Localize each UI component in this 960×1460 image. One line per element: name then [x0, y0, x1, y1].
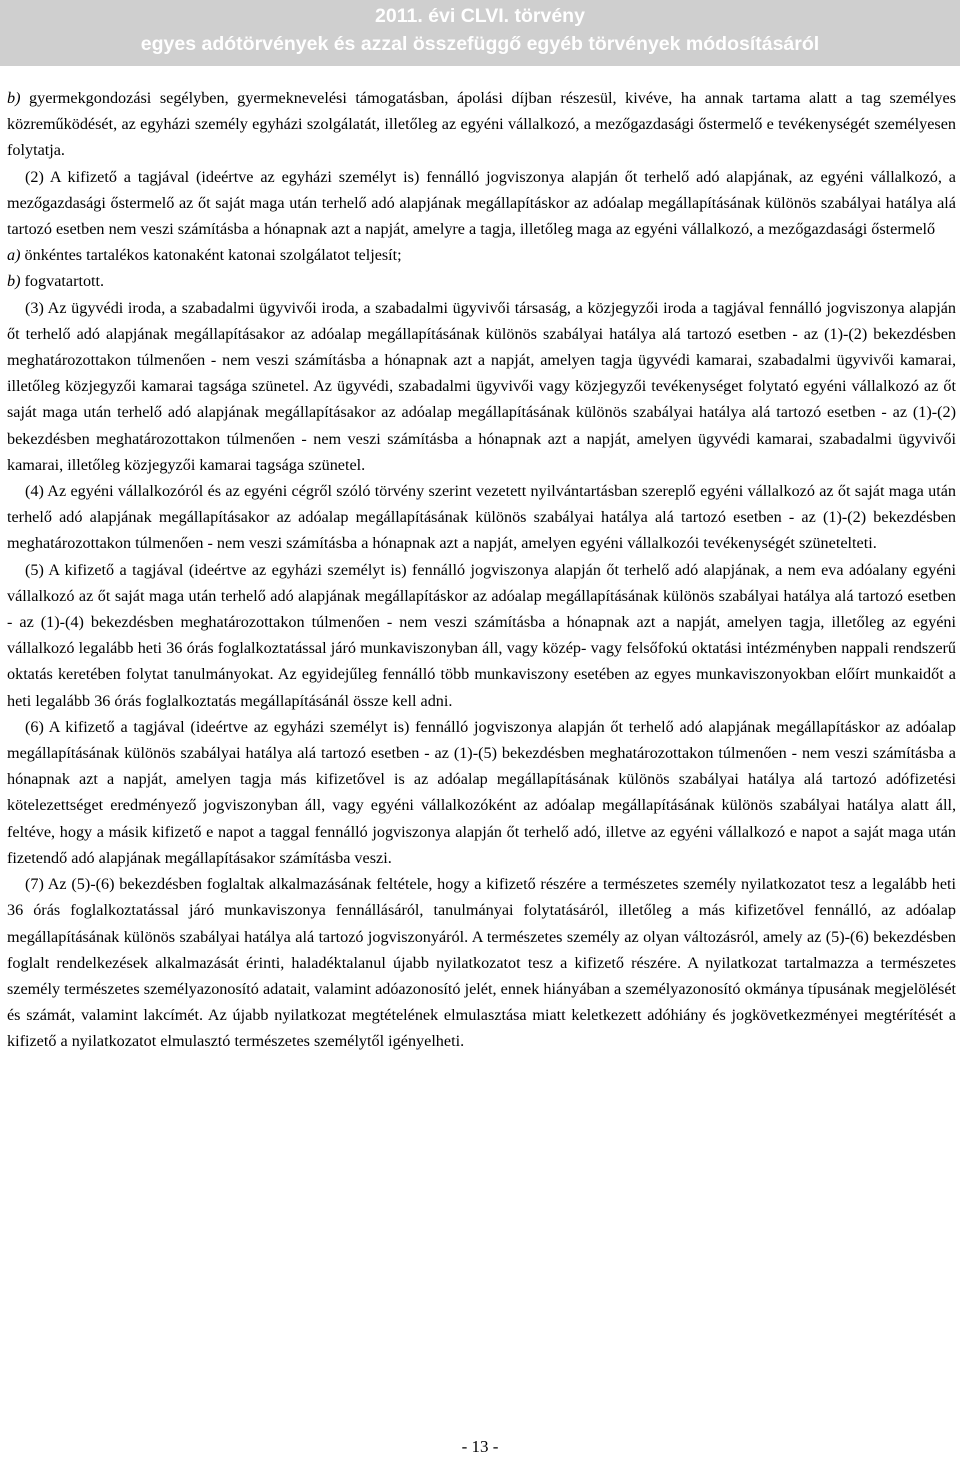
item-text: önkéntes tartalékos katonaként katonai szolgálatot teljesít; — [20, 246, 402, 265]
paragraph-3: (3) Az ügyvédi iroda, a szabadalmi ügyvivői iroda, a szabadalmi ügyvivői társaság, a közjegyzői iroda a tagjával fennálló jogviszonya alapján őt terhelő adó alapjának megállapításakor az adóalap megállapításának különös szabályai hatálya alá tartozó esetben - az (1)-(2) bekezdésben meghatározottakon túlmenően - nem veszi számításba a hónapnak azt a napját, amelyen tagja ügyvédi kamarai, szabadalmi ügyvivői kamarai, illetőleg közjegyzői kamarai tagsága szünetel. Az ügyvédi, szabadalmi ügyvivői vagy közjegyzői tevékenységet folytató egyéni vállalkozó az őt saját maga után terhelő adó alapjának megállapításakor az adóalap megállapításának különös szabályai hatálya alá tartozó esetben - az (1)-(2) bekezdésben meghatározottakon túlmenően - nem veszi számításba a hónapnak azt a napját, amelyen ügyvédi kamarai, szabadalmi ügyvivői kamarai, illetőleg közjegyzői kamarai tagsága szünetel. — [7, 298, 956, 474]
paragraph-4: (4) Az egyéni vállalkozóról és az egyéni cégről szóló törvény szerint vezetett nyilvántartásban szereplő egyéni vállalkozó az őt saját maga után terhelő adó alapjának megállapításakor az adóalap megállapításának különös szabályai hatálya alá tartozó esetben - az (1)-(2) bekezdésben meghatározottakon túlmenően - nem veszi számításba a hónapnak azt a napját, amelyen egyéni vállalkozói tevékenységét szünetelteti. — [7, 482, 956, 553]
paragraph-b — [7, 85, 956, 164]
paragraph-text: gyermekgondozási segélyben, gyermeknevelési támogatásban, ápolási díjban részesül, kivéve, ha annak tartama alatt a tag személyes közreműködését, az egyházi személy egyházi szolgálatát, illetőleg az egyéni vállalkozó, a mezőgazdasági őstermelő e tevékenységét személyesen folytatja. — [7, 89, 956, 160]
paragraph-7: (7) Az (5)-(6) bekezdésben foglaltak alkalmazásának feltétele, hogy a kifizető részére a természetes személy nyilatkozatot tesz a legalább heti 36 órás foglalkoztatással járó munkaviszonya fennállásáról, tanulmányai folytatásáról, illetőleg a más kifizetővel fennálló, az adóalap megállapításának különös szabályai hatálya alá tartozó jogviszonyáról. A természetes személy az olyan változásról, amely az (5)-(6) bekezdésben foglalt rendelkezések alkalmazását érinti, haladéktalanul újabb nyilatkozatot tesz a kifizető részére. A nyilatkozat tartalmazza a természetes személy természetes személyazonosító adatait, valamint adóazonosító jelét, ennek hiányában a személyazonosító okmánya típusának megjelölését és számát, valamint lakcímét. Az újabb nyilatkozat megtételének elmulasztása miatt keletkezett adóhiány és jogkövetkezményei megtérítését a kifizető a nyilatkozatot elmulasztó természetes személytől igényelheti. — [7, 875, 956, 1051]
paragraph-5: (5) A kifizető a tagjával (ideértve az egyházi személyt is) fennálló jogviszonya alapján őt terhelő adó alapjának, a nem eva adóalany egyéni vállalkozó az őt saját maga után terhelő adó alapjának megállapításkor az adóalap megállapításának különös szabályai hatálya alá tartozó esetben - az (1)-(4) bekezdésben meghatározottakon túlmenően - nem veszi számításba a hónapnak azt a napját, amelyen tagja, illetőleg az egyéni vállalkozó legalább heti 36 órás foglalkoztatással járó munkaviszonyban áll, vagy közép- vagy felsőfokú oktatási intézményben nappali rendszerű oktatás keretében folytat tanulmányokat. Az egyidejűleg fennálló több munkaviszony esetében az egyes munkaviszonyokban előírt munkaidőt a heti legalább 36 órás foglalkoztatás megállapításánál össze kell adni. — [7, 560, 956, 710]
law-title: 2011. évi CLVI. törvény — [375, 5, 585, 27]
list-item-a — [7, 242, 956, 268]
item-letter: b) — [7, 89, 21, 107]
item-letter: a) — [7, 246, 21, 265]
item-letter: b) — [7, 272, 21, 291]
paragraph-6: (6) A kifizető a tagjával (ideértve az egyházi személyt is) fennálló jogviszonya alapján őt terhelő adó alapjának megállapításkor az adóalap megállapításának különös szabályai hatálya alá tartozó esetben - az (1)-(5) bekezdésben meghatározottakon túlmenően - nem veszi számításba a hónapnak azt a napját, amelyen tagja más kifizetővel is az adóalap megállapításának különös szabályai hatálya alá tartozó adófizetési kötelezettséget eredményező jogviszonyban áll, vagy egyéni vállalkozóként az adóalap megállapításának különös szabályai hatálya alatt áll, feltéve, hogy a másik kifizető e napot a taggal fennálló jogviszonya alapján őt terhelő adó, illetve az egyéni vállalkozó e napot a saját maga után fizetendő adó alapjának megállapításakor számításba veszi. — [7, 717, 956, 867]
law-subtitle: egyes adótörvények és azzal összefüggő egyéb törvények módosításáról — [140, 33, 820, 55]
item-text: fogvatartott. — [20, 272, 105, 291]
paragraph-2: (2) A kifizető a tagjával (ideértve az egyházi személyt is) fennálló jogviszonya alapján őt terhelő adó alapjának, az egyéni vállalkozó, a mezőgazdasági őstermelő az őt saját maga után terhelő adó alapjának megállapításkor az adóalap megállapításának különös szabályai hatálya alá tartozó esetben nem veszi számításba a hónapnak azt a napját, amelyre a tagja, illetőleg maga az egyéni vállalkozó, a mezőgazdasági őstermelő — [7, 167, 956, 239]
document-body — [7, 85, 956, 1055]
list-item-b — [7, 268, 956, 294]
page-header — [0, 0, 960, 66]
page-number: - 13 - — [461, 1437, 499, 1456]
